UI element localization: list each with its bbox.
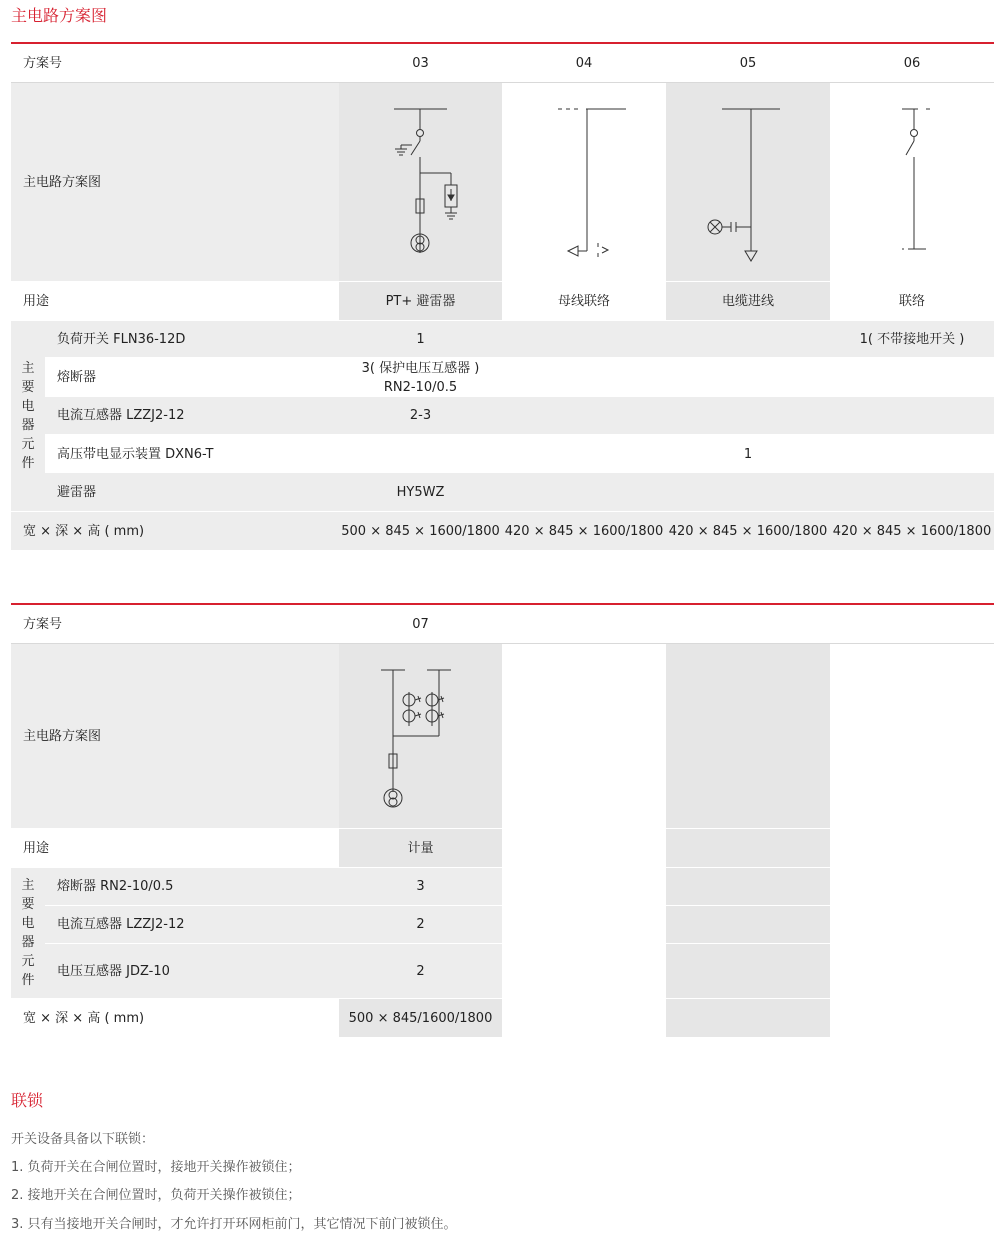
group-char: 电: [21, 399, 35, 414]
component-value: [666, 944, 830, 998]
component-value: 3( 保护电压互感器 ) RN2-10/0.5: [339, 358, 502, 397]
component-value: [666, 321, 830, 358]
component-value: 3: [339, 868, 502, 906]
scheme-table-1: [11, 42, 994, 552]
scheme-number: [666, 605, 830, 643]
component-row: [11, 358, 994, 397]
group-char: 器: [21, 418, 35, 433]
group-char: 主: [21, 361, 35, 376]
component-value: [666, 906, 830, 944]
usage-value: [830, 829, 994, 867]
component-name: 熔断器 RN2-10/0.5: [45, 868, 339, 906]
component-value: [502, 358, 666, 397]
component-value: [666, 397, 830, 435]
group-char: 器: [21, 935, 35, 950]
group-char: 元: [21, 437, 35, 452]
usage-value: PT+ 避雷器: [339, 282, 502, 320]
circuit-diagram-05: [666, 83, 830, 281]
component-row: [11, 868, 994, 906]
scheme-number: 06: [830, 44, 994, 82]
component-name: 高压带电显示装置 DXN6-T: [45, 435, 339, 473]
component-value: [830, 868, 994, 906]
component-value: 1: [666, 435, 830, 473]
size-value: [830, 999, 994, 1037]
empty-cell: [502, 644, 666, 828]
component-value: 2-3: [339, 397, 502, 435]
usage-value: [666, 829, 830, 867]
scheme-number: 03: [339, 44, 502, 82]
size-value: [502, 999, 666, 1037]
circuit-diagram-04: [502, 83, 666, 281]
header-label: 方案号: [11, 44, 339, 82]
usage-value: 计量: [339, 829, 502, 867]
diagram-row: [11, 83, 994, 281]
component-value: [830, 473, 994, 511]
component-value: HY5WZ: [339, 473, 502, 511]
component-row: [11, 397, 994, 435]
scheme-table-2: [11, 603, 994, 1039]
header-row: [11, 44, 994, 82]
interlock-item: 3. 只有当接地开关合闸时，才允许打开环网柜前门，其它情况下前门被锁住。: [11, 1217, 457, 1232]
usage-value: [502, 829, 666, 867]
size-value: 420 × 845 × 1600/1800: [502, 512, 666, 550]
circuit-diagram-07: [339, 644, 502, 828]
size-value: 420 × 845 × 1600/1800: [666, 512, 830, 550]
component-value: [502, 397, 666, 435]
circuit-diagram-06: [830, 83, 994, 281]
component-row: [11, 944, 994, 998]
usage-value: 联络: [830, 282, 994, 320]
component-row: [11, 321, 994, 358]
component-row: [11, 906, 994, 944]
size-label: 宽 × 深 × 高 ( mm): [11, 999, 339, 1037]
component-value: 1( 不带接地开关 ): [830, 321, 994, 358]
component-value: 1: [339, 321, 502, 358]
group-char: 要: [21, 380, 35, 395]
usage-label: 用途: [11, 829, 339, 867]
group-char: 主: [21, 878, 35, 893]
component-value: [502, 435, 666, 473]
component-name: 避雷器: [45, 473, 339, 511]
component-name: 熔断器: [45, 358, 339, 397]
diagram-label: 主电路方案图: [11, 83, 339, 281]
size-label: 宽 × 深 × 高 ( mm): [11, 512, 339, 550]
size-value: 420 × 845 × 1600/1800: [830, 512, 994, 550]
size-value: 500 × 845 × 1600/1800: [339, 512, 502, 550]
diagram-row: [11, 644, 994, 828]
component-value: [502, 868, 666, 906]
component-value: [666, 473, 830, 511]
diagram-label: 主电路方案图: [11, 644, 339, 828]
component-value: [502, 944, 666, 998]
component-value: [339, 435, 502, 473]
size-value: [666, 999, 830, 1037]
component-name: 负荷开关 FLN36-12D: [45, 321, 339, 358]
component-row: [11, 435, 994, 473]
component-name: 电流互感器 LZZJ2-12: [45, 397, 339, 435]
usage-value: 电缆进线: [666, 282, 830, 320]
component-name: 电压互感器 JDZ-10: [45, 944, 339, 998]
group-char: 件: [21, 456, 35, 471]
component-value: [830, 358, 994, 397]
usage-value: 母线联络: [502, 282, 666, 320]
section-title-interlock: 联锁: [11, 1091, 44, 1110]
component-value: [666, 868, 830, 906]
group-char: 元: [21, 954, 35, 969]
component-value: [502, 473, 666, 511]
pt-arrester-diagram-icon: [339, 83, 502, 281]
component-value: [830, 435, 994, 473]
header-label: 方案号: [11, 605, 339, 643]
header-row: [11, 605, 994, 643]
group-char: 电: [21, 916, 35, 931]
scheme-number: 07: [339, 605, 502, 643]
component-value: [502, 321, 666, 358]
bus-tie-diagram-icon: [502, 83, 666, 281]
usage-row: [11, 829, 994, 867]
component-name: 电流互感器 LZZJ2-12: [45, 906, 339, 944]
empty-cell: [666, 644, 830, 828]
circuit-diagram-03: [339, 83, 502, 281]
usage-row: [11, 282, 994, 320]
usage-label: 用途: [11, 282, 339, 320]
interlock-intro: 开关设备具备以下联锁：: [11, 1132, 155, 1147]
cable-incoming-diagram-icon: [666, 83, 830, 281]
metering-diagram-icon: [339, 644, 502, 828]
size-row: [11, 512, 994, 550]
component-value: [830, 397, 994, 435]
component-value: [830, 944, 994, 998]
component-row: [11, 473, 994, 511]
scheme-number: 05: [666, 44, 830, 82]
tie-switch-diagram-icon: [830, 83, 994, 281]
scheme-number: [830, 605, 994, 643]
group-char: 件: [21, 973, 35, 988]
interlock-item: 2. 接地开关在合闸位置时，负荷开关操作被锁住；: [11, 1188, 301, 1203]
size-row: [11, 999, 994, 1037]
component-value: [830, 906, 994, 944]
component-value: [666, 358, 830, 397]
scheme-number: 04: [502, 44, 666, 82]
interlock-item: 1. 负荷开关在合闸位置时，接地开关操作被锁住；: [11, 1160, 301, 1175]
scheme-number: [502, 605, 666, 643]
component-value: [502, 906, 666, 944]
component-value: 2: [339, 906, 502, 944]
empty-cell: [830, 644, 994, 828]
component-value: 2: [339, 944, 502, 998]
size-value: 500 × 845/1600/1800: [339, 999, 502, 1037]
group-char: 要: [21, 897, 35, 912]
section-title-main-circuit: 主电路方案图: [11, 6, 108, 25]
